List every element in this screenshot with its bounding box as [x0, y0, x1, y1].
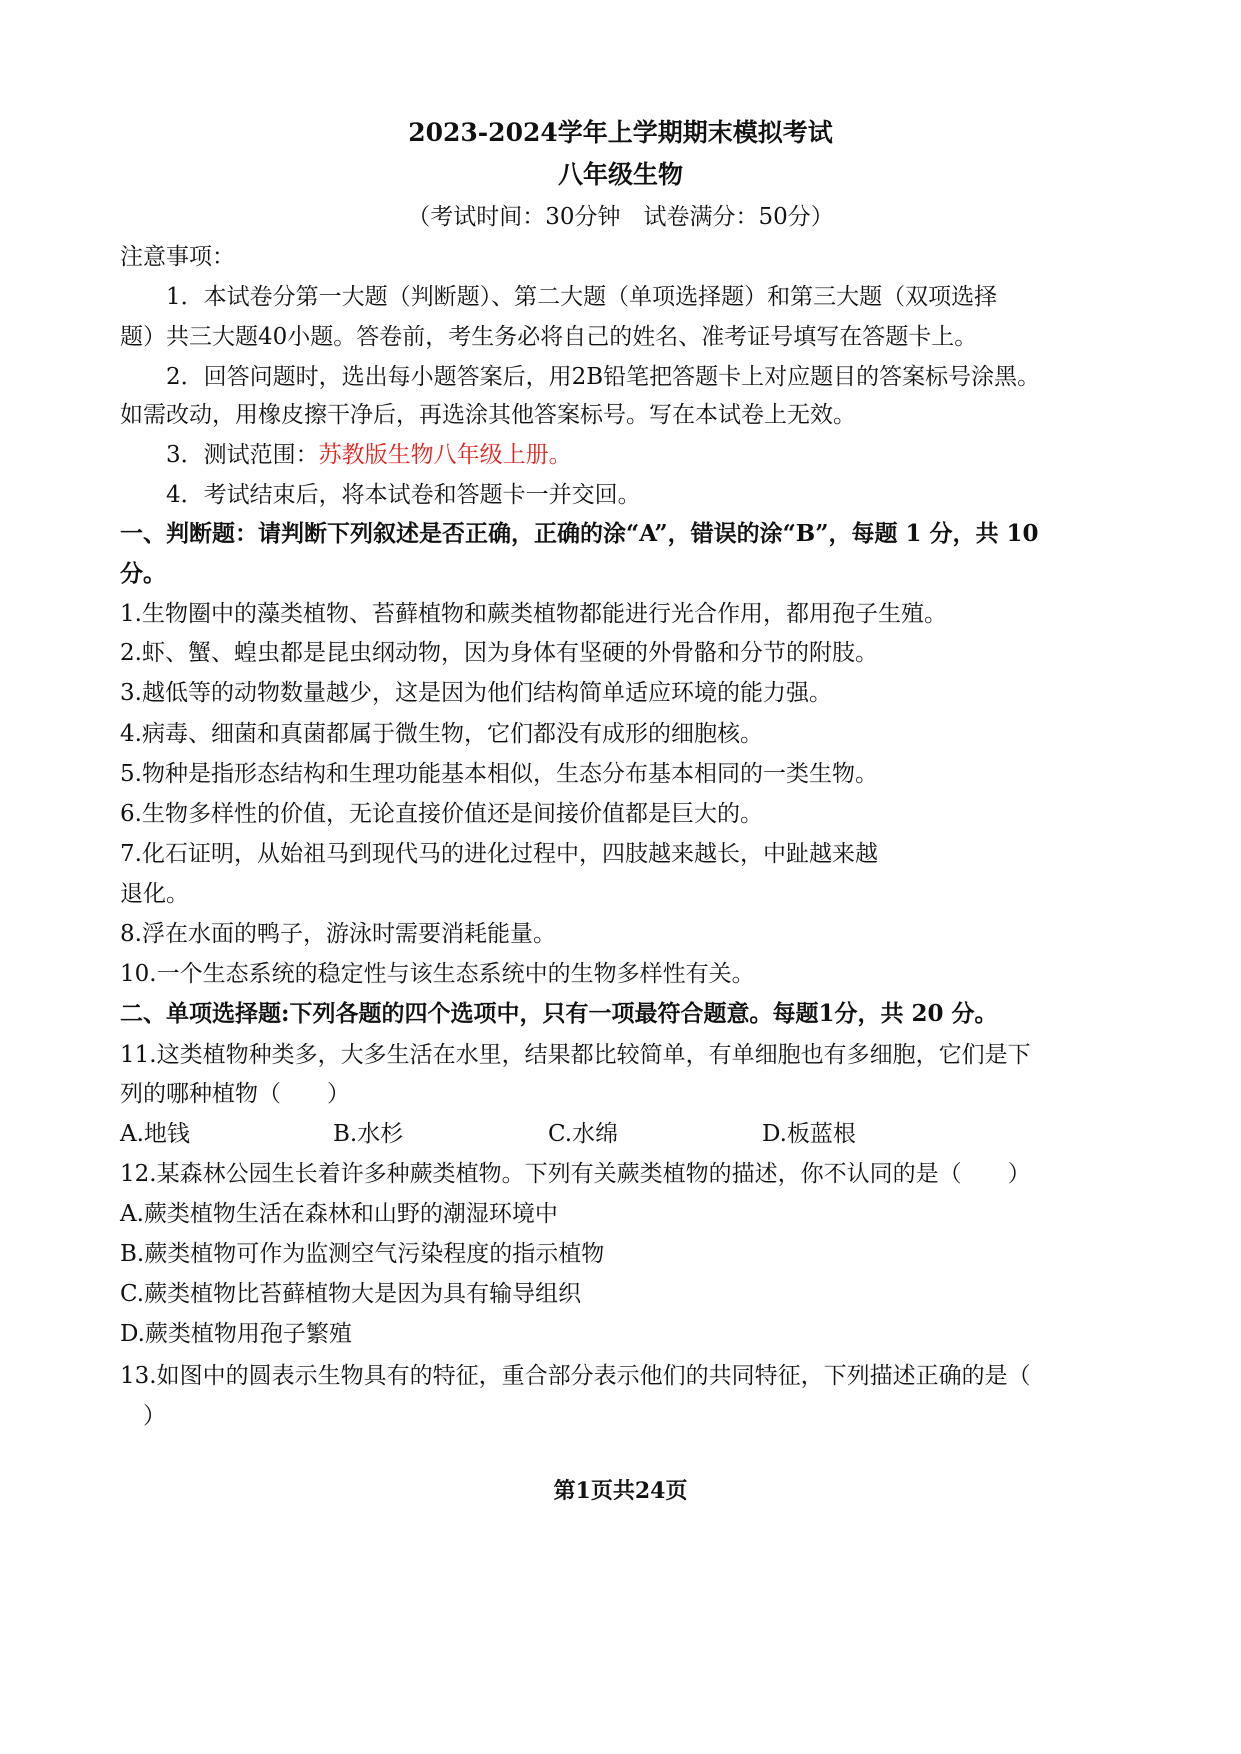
question-3: 3.越低等的动物数量越少，这是因为他们结构简单适应环境的能力强。 — [120, 680, 832, 706]
question-12: 12.某森林公园生长着许多种蕨类植物。下列有关蕨类植物的描述，你不认同的是（ ） — [120, 1161, 1031, 1187]
question-10: 10.一个生态系统的稳定性与该生态系统中的生物多样性有关。 — [120, 961, 755, 987]
note-item-4: 4．考试结束后，将本试卷和答题卡一并交回。 — [166, 482, 641, 508]
question-8: 8.浮在水面的鸭子，游泳时需要消耗能量。 — [120, 921, 556, 947]
section1-heading-line-2: 分。 — [120, 560, 166, 587]
q12-option-a: A.蕨类植物生活在森林和山野的潮湿环境中 — [120, 1201, 558, 1227]
q11-option-c: C.水绵 — [548, 1121, 619, 1147]
notes-heading: 注意事项： — [120, 244, 235, 270]
section1-heading-line-1: 一、判断题：请判断下列叙述是否正确，正确的涂“A”，错误的涂“B”，每题 1 分，共 10 — [120, 520, 1039, 547]
note-item-3 — [166, 440, 572, 470]
q12-option-d: D.蕨类植物用孢子繁殖 — [120, 1321, 352, 1347]
question-5: 5.物种是指形态结构和生理功能基本相似，生态分布基本相同的一类生物。 — [120, 761, 878, 787]
q11-option-b: B.水杉 — [333, 1121, 404, 1147]
note-item-2-line-2: 如需改动，用橡皮擦干净后，再选涂其他答案标号。写在本试卷上无效。 — [120, 402, 856, 428]
note-item-2-line-1: 2．回答问题时，选出每小题答案后，用2B铅笔把答题卡上对应题目的答案标号涂黑。 — [166, 364, 1041, 390]
q12-option-b: B.蕨类植物可作为监测空气污染程度的指示植物 — [120, 1241, 605, 1267]
q12-option-c: C.蕨类植物比苔藓植物大是因为具有输导组织 — [120, 1281, 582, 1307]
exam-info: （考试时间：30分钟 试卷满分：50分） — [407, 204, 834, 230]
exam-title: 2023-2024学年上学期期末模拟考试 — [408, 118, 833, 147]
question-13-line-1: 13.如图中的圆表示生物具有的特征，重合部分表示他们的共同特征，下列描述正确的是（ — [120, 1363, 1031, 1389]
question-11-line-2: 列的哪种植物（ ） — [120, 1081, 350, 1107]
question-11-line-1: 11.这类植物种类多，大多生活在水里，结果都比较简单，有单细胞也有多细胞，它们是下 — [120, 1042, 1031, 1068]
test-scope: 苏教版生物八年级上册。 — [318, 442, 572, 468]
section2-heading: 二、单项选择题:下列各题的四个选项中，只有一项最符合题意。每题1分，共 20 分。 — [120, 1000, 998, 1027]
question-7-line-1: 7.化石证明，从始祖马到现代马的进化过程中，四肢越来越长，中趾越来越 — [120, 841, 878, 867]
q11-option-d: D.板蓝根 — [762, 1121, 856, 1147]
question-1: 1.生物圈中的藻类植物、苔藓植物和蕨类植物都能进行光合作用，都用孢子生殖。 — [120, 601, 947, 627]
question-2: 2.虾、蟹、蝗虫都是昆虫纲动物，因为身体有坚硬的外骨骼和分节的附肢。 — [120, 640, 878, 666]
question-6: 6.生物多样性的价值，无论直接价值还是间接价值都是巨大的。 — [120, 801, 763, 827]
question-4: 4.病毒、细菌和真菌都属于微生物，它们都没有成形的细胞核。 — [120, 721, 763, 747]
note-item-3-prefix: 3．测试范围： — [166, 442, 319, 468]
question-13-line-2: ） — [143, 1403, 166, 1429]
page-number: 第1页共24页 — [553, 1478, 688, 1504]
note-item-1-line-2: 题）共三大题40小题。答卷前，考生务必将自己的姓名、准考证号填写在答题卡上。 — [120, 324, 978, 350]
note-item-1-line-1: 1．本试卷分第一大题（判断题）、第二大题（单项选择题）和第三大题（双项选择 — [166, 284, 998, 310]
q11-option-a: A.地钱 — [120, 1121, 190, 1147]
exam-subject: 八年级生物 — [557, 160, 683, 189]
question-7-line-2: 退化。 — [120, 881, 189, 907]
